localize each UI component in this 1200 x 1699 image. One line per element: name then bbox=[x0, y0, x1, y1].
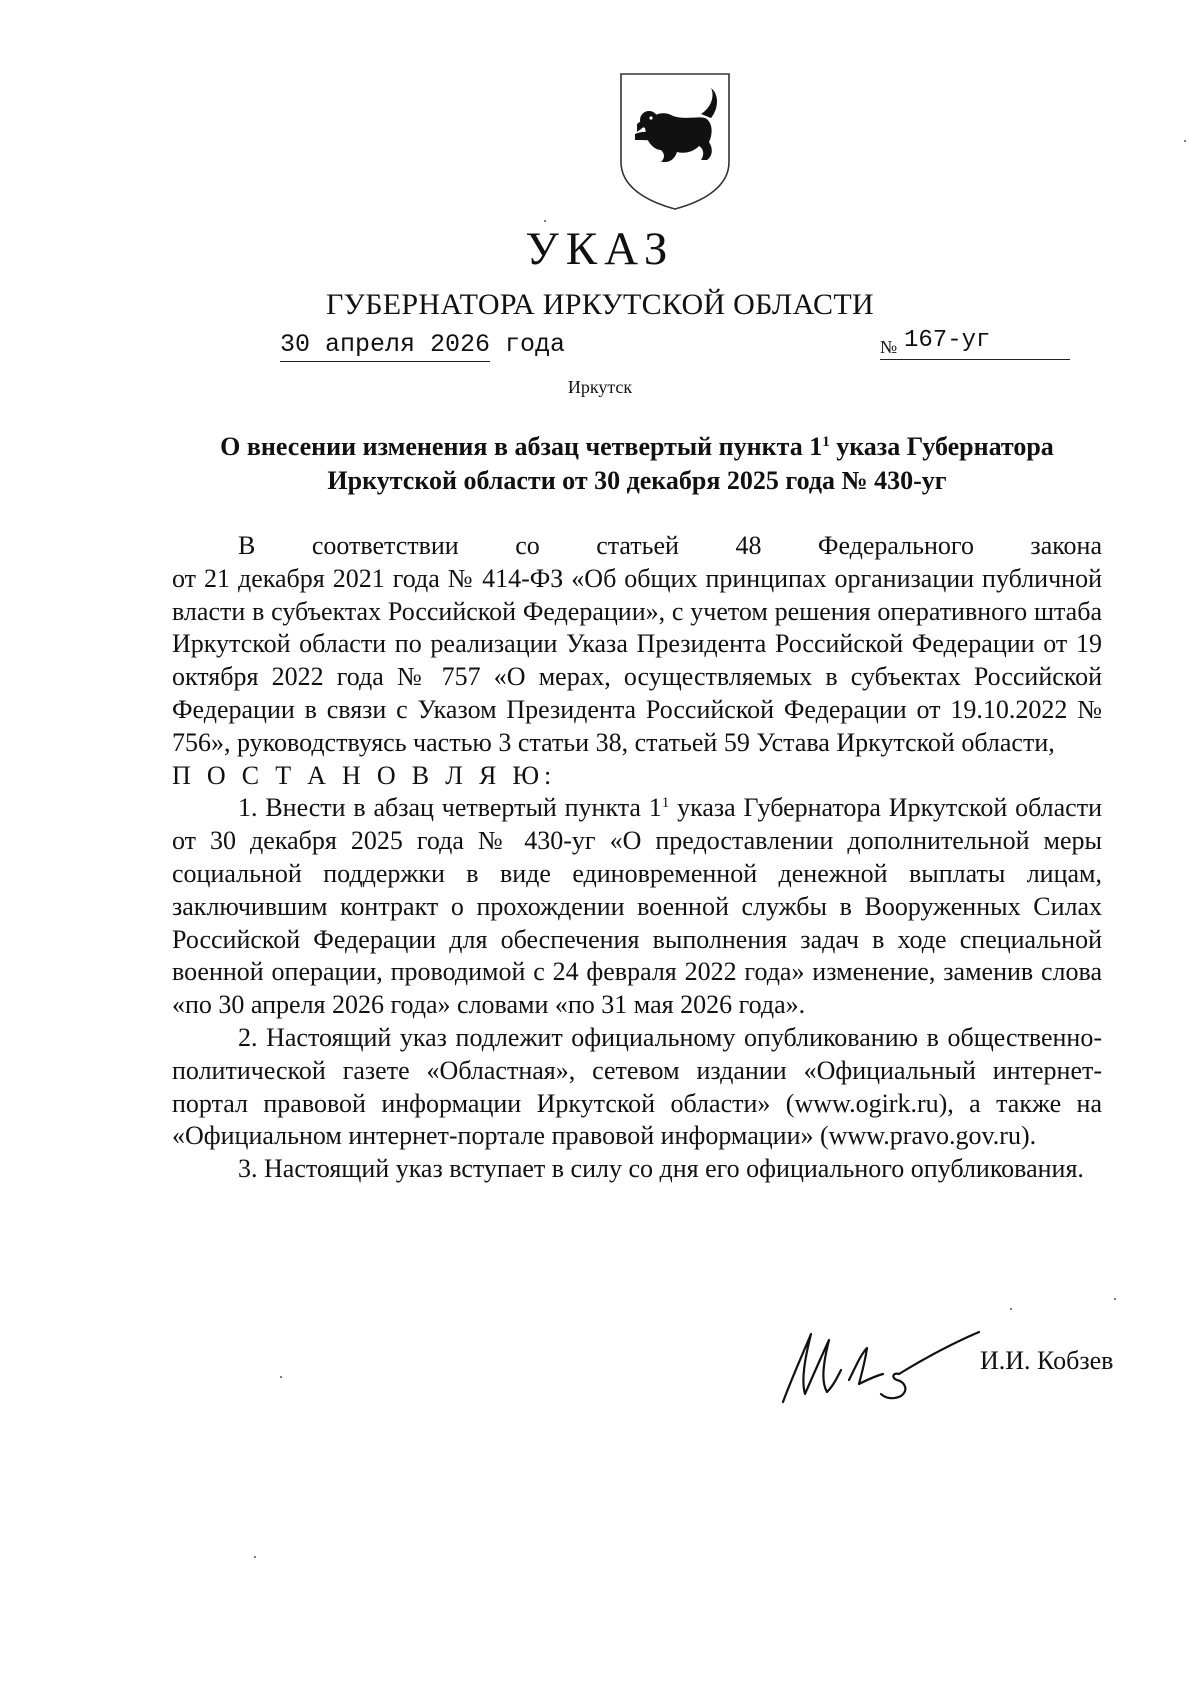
scan-speck bbox=[280, 1376, 282, 1378]
preamble-paragraph: от 21 декабря 2021 года № 414-ФЗ «Об общих принципах организации публичной власти в субъектах Российской Федерации», с учетом решения оперативного штаба Иркутской области по реализации Указа Президента Российской Федерации от 19 октября 2022 года № 757 «О мерах, осуществляемых в субъектах Российской Федерации в связи с Указом Президента Российской Федерации от 19.10.2022 № 756», руководствуясь частью 3 статьи 38, статьей 59 Устава Иркутской области, bbox=[172, 563, 1102, 757]
scan-speck bbox=[544, 220, 546, 222]
date-value: 30 апреля 2026 bbox=[280, 330, 490, 362]
scan-speck bbox=[1114, 1298, 1116, 1300]
date-suffix: года bbox=[490, 330, 566, 359]
heading-line-1: О внесении изменения в абзац четвертый пункта $1^1$ указа Губернатора bbox=[220, 432, 1054, 461]
coat-of-arms-icon bbox=[615, 70, 735, 212]
preamble-first-line: В соответствии со статьей 48 Федерального закона bbox=[238, 531, 1102, 560]
document-body bbox=[172, 530, 1102, 1186]
number-sign: № bbox=[880, 337, 898, 357]
scan-speck bbox=[254, 1556, 256, 1558]
document-title: УКАЗ bbox=[525, 223, 675, 275]
handwritten-signature-icon bbox=[775, 1318, 980, 1410]
heading-line-2: Иркутской области от 30 декабря 2025 года № 430-уг bbox=[327, 466, 947, 495]
document-number bbox=[880, 325, 1070, 360]
document-date bbox=[280, 332, 565, 357]
scan-speck bbox=[1010, 1308, 1012, 1310]
signer-name: И.И. Кобзев bbox=[980, 1346, 1114, 1375]
scan-speck bbox=[1184, 140, 1186, 142]
number-value: 167-уг bbox=[904, 327, 991, 354]
document-subtitle: ГУБЕРНАТОРА ИРКУТСКОЙ ОБЛАСТИ bbox=[326, 288, 874, 321]
item-1: 1. Внести в абзац четвертый пункта $1^1$ указа Губернатора Иркутской области от 30 декабря 2025 года № 430-уг «О предоставлении дополнительной меры социальной поддержки в виде единовременной денежной выплаты лицам, заключившим контракт о прохождении военной службы в Вооруженных Силах Российской Федерации для обеспечения выполнения задач в ходе специальной военной операции, проводимой с 24 февраля 2022 года» изменение, заменив слова «по 30 апреля 2026 года» словами «по 31 мая 2026 года». bbox=[172, 793, 1102, 1020]
document-heading bbox=[172, 430, 1102, 498]
document-city: Иркутск bbox=[567, 377, 633, 397]
item-3: 3. Настоящий указ вступает в силу со дня его официального опубликования. bbox=[238, 1154, 1084, 1184]
decree-word: П О С Т А Н О В Л Я Ю: bbox=[172, 760, 556, 790]
item-2: 2. Настоящий указ подлежит официальному опубликованию в общественно-политической газете «Областная», сетевом издании «Официальный интернет-портал правовой информации Иркутской области» (www.ogirk.ru), а также на «Официальном интернет-портале правовой информации» (www.pravo.gov.ru). bbox=[172, 1022, 1102, 1151]
